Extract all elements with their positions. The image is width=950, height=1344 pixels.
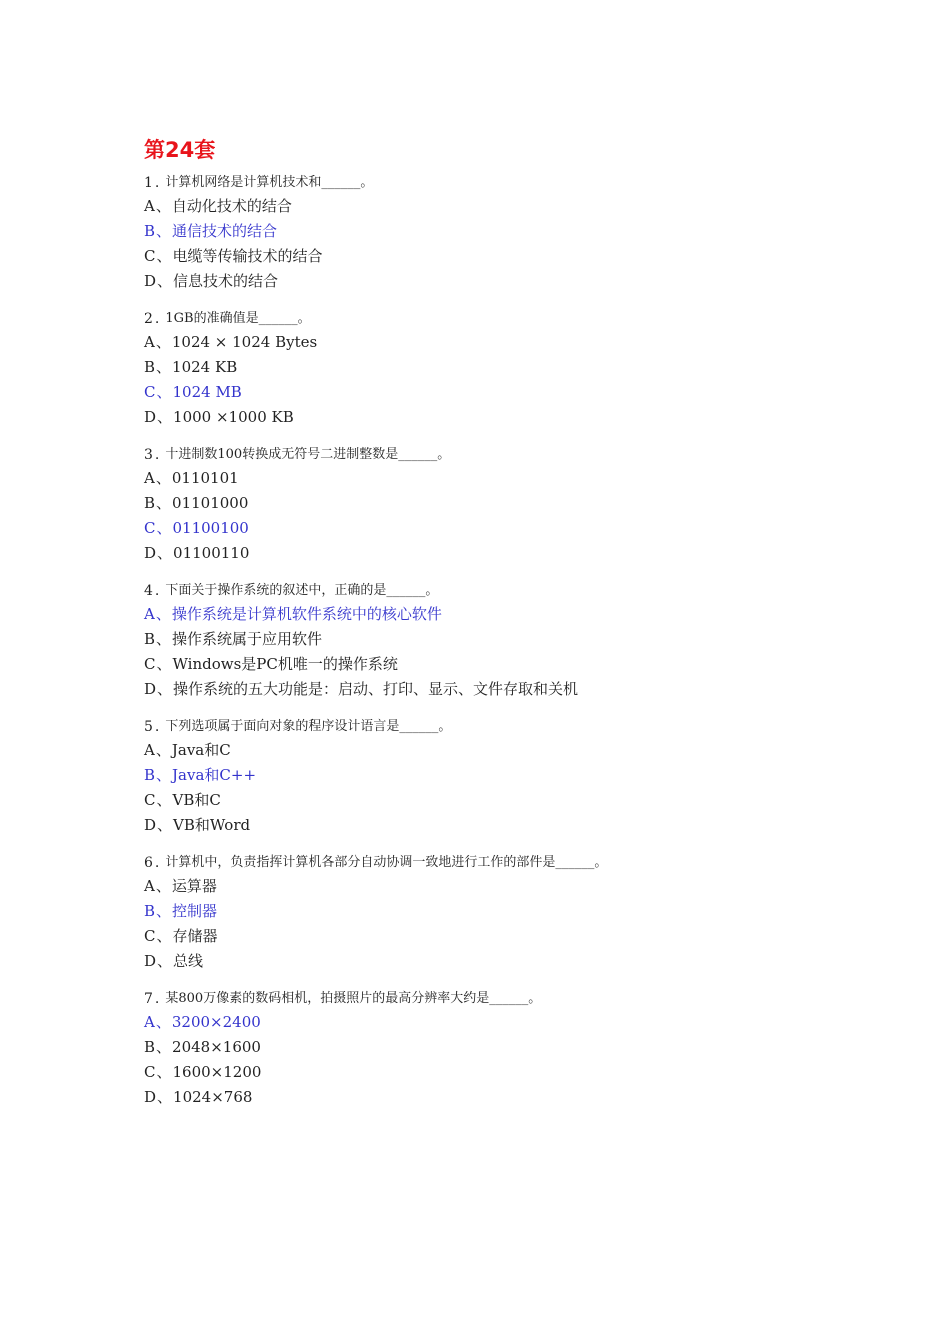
set-title: 第24套 [144,138,216,162]
option-correct [144,219,844,244]
option-separator: 、 [156,358,172,376]
option-correct [144,1010,844,1035]
question-text: 下列选项属于面向对象的程序设计语言是______。 [165,719,452,734]
option [144,194,844,219]
option-letter: B [144,494,156,512]
option-text: 3200×2400 [171,1013,261,1031]
option-separator: 、 [156,1063,172,1081]
question-text: 十进制数100转换成无符号二进制整数是______。 [165,447,451,462]
option-separator: 、 [157,680,173,698]
option-letter: C [144,1063,156,1081]
option-letter: A [144,197,155,215]
option [144,269,844,294]
option-text: 01100100 [172,519,249,537]
option-text: 1600×1200 [172,1063,262,1081]
question-number-dot: . [154,991,160,1007]
question-number-dot: . [154,855,160,871]
option-separator: 、 [155,333,171,351]
option-separator: 、 [156,494,172,512]
option-separator: 、 [156,247,172,265]
option-letter: C [144,791,156,809]
option-correct [144,516,844,541]
option-letter: D [144,952,157,970]
option-separator: 、 [156,222,172,240]
question-block [144,308,844,430]
option-text: Java和C [171,741,231,759]
option [144,466,844,491]
option-text: 1024 KB [172,358,238,376]
option-letter: B [144,358,156,376]
option-text: 操作系统的五大功能是：启动、打印、显示、文件存取和关机 [173,680,579,698]
document-page [144,132,844,1124]
option-separator: 、 [156,902,172,920]
option-text: 1024 × 1024 Bytes [171,333,318,351]
option-separator: 、 [156,791,172,809]
option-separator: 、 [157,816,173,834]
option-correct [144,763,844,788]
question-block [144,172,844,294]
option-letter: A [144,1013,155,1031]
question-number: 2 [144,311,153,327]
question-text: 计算机中，负责指挥计算机各部分自动协调一致地进行工作的部件是______。 [165,855,608,870]
option-separator: 、 [157,1088,173,1106]
question-stem [144,716,844,738]
option-text: 信息技术的结合 [173,272,279,290]
question-stem [144,172,844,194]
option [144,788,844,813]
option-separator: 、 [155,605,171,623]
question-stem [144,580,844,602]
option-text: VB和Word [173,816,251,834]
question-text: 某800万像素的数码相机，拍摄照片的最高分辨率大约是______。 [165,991,542,1006]
question-block [144,716,844,838]
question-number: 1 [144,175,153,191]
question-number-dot: . [154,311,160,327]
option [144,677,844,702]
option-text: 0110101 [171,469,239,487]
option-letter: C [144,655,156,673]
question-number-dot: . [154,447,160,463]
option-letter: A [144,741,155,759]
option-text: Windows是PC机唯一的操作系统 [172,655,398,673]
option-text: 1000 ×1000 KB [173,408,294,426]
option [144,405,844,430]
question-text: 计算机网络是计算机技术和______。 [165,175,374,190]
question-block [144,444,844,566]
option-letter: D [144,544,157,562]
option-text: 操作系统属于应用软件 [172,630,323,648]
option-letter: A [144,469,155,487]
option-separator: 、 [156,630,172,648]
option [144,949,844,974]
option [144,1035,844,1060]
option-letter: C [144,519,156,537]
option-separator: 、 [155,1013,171,1031]
option [144,874,844,899]
option-separator: 、 [155,197,171,215]
option-letter: A [144,605,155,623]
option-text: Java和C++ [172,766,257,784]
question-number: 5 [144,719,153,735]
option-letter: D [144,680,157,698]
option-separator: 、 [156,655,172,673]
option-text: 操作系统是计算机软件系统中的核心软件 [171,605,442,623]
question-number: 3 [144,447,153,463]
option-correct [144,899,844,924]
option-letter: B [144,222,156,240]
option-separator: 、 [157,272,173,290]
option-text: 自动化技术的结合 [171,197,292,215]
option-correct [144,380,844,405]
question-number-dot: . [154,583,160,599]
option-letter: D [144,1088,157,1106]
question-stem [144,444,844,466]
option-text: 2048×1600 [172,1038,261,1056]
option [144,652,844,677]
option-separator: 、 [155,741,171,759]
question-text: 下面关于操作系统的叙述中，正确的是______。 [165,583,439,598]
question-list [144,172,844,1110]
option-text: 总线 [173,952,204,970]
option [144,1060,844,1085]
option-letter: C [144,247,156,265]
question-block [144,852,844,974]
option-letter: C [144,383,156,401]
question-text: 1GB的准确值是______。 [165,311,311,326]
option-letter: A [144,333,155,351]
question-number: 4 [144,583,153,599]
option-separator: 、 [156,927,172,945]
option-text: VB和C [172,791,221,809]
question-number-dot: . [154,719,160,735]
option-correct [144,602,844,627]
option [144,1085,844,1110]
option-text: 01100110 [173,544,250,562]
question-number: 7 [144,991,153,1007]
option-letter: B [144,630,156,648]
option-text: 01101000 [172,494,249,512]
option-text: 存储器 [172,927,218,945]
question-number-dot: . [154,175,160,191]
option-separator: 、 [157,408,173,426]
question-stem [144,308,844,330]
option-letter: D [144,272,157,290]
option [144,330,844,355]
option-text: 电缆等传输技术的结合 [172,247,323,265]
option-text: 1024 MB [172,383,242,401]
option-separator: 、 [156,519,172,537]
question-stem [144,852,844,874]
question-stem [144,988,844,1010]
question-block [144,580,844,702]
option-separator: 、 [155,877,171,895]
option-separator: 、 [156,1038,172,1056]
option-letter: D [144,408,157,426]
option-text: 运算器 [171,877,217,895]
option [144,924,844,949]
option-text: 通信技术的结合 [172,222,278,240]
option-separator: 、 [157,544,173,562]
option [144,738,844,763]
option-separator: 、 [157,952,173,970]
option-letter: A [144,877,155,895]
question-number: 6 [144,855,153,871]
option [144,491,844,516]
option-letter: B [144,766,156,784]
option [144,244,844,269]
option [144,541,844,566]
option [144,355,844,380]
question-block [144,988,844,1110]
option-letter: D [144,816,157,834]
option-separator: 、 [156,383,172,401]
option-letter: B [144,1038,156,1056]
option [144,627,844,652]
option [144,813,844,838]
option-separator: 、 [155,469,171,487]
option-letter: C [144,927,156,945]
option-separator: 、 [156,766,172,784]
option-text: 控制器 [172,902,218,920]
option-letter: B [144,902,156,920]
option-text: 1024×768 [173,1088,253,1106]
